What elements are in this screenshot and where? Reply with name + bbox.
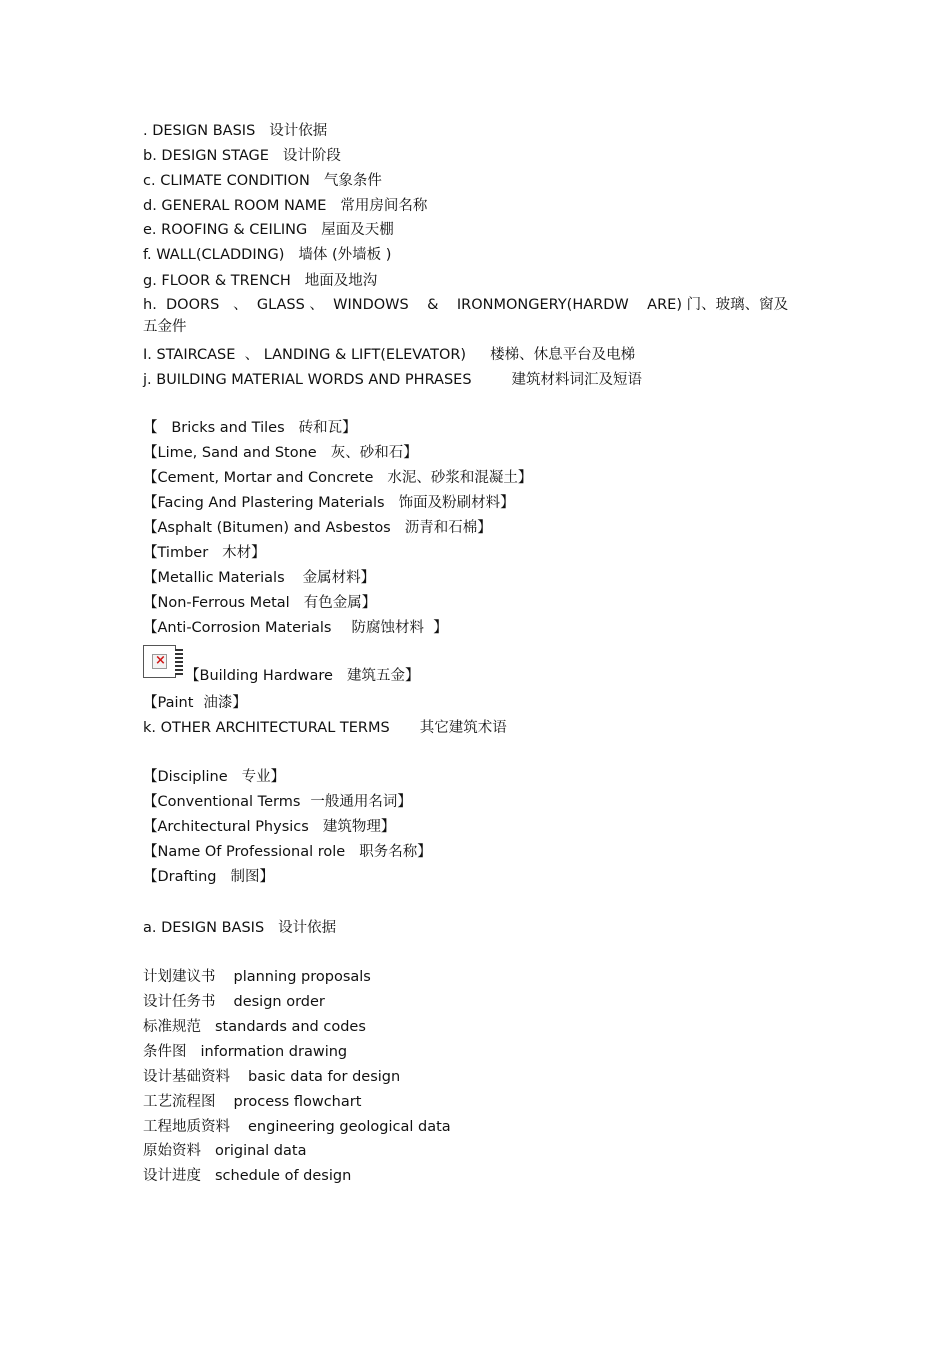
vocab-item: 计划建议书 planning proposals	[143, 969, 371, 985]
toc-item: d. GENERAL ROOM NAME 常用房间名称	[143, 198, 428, 214]
material-item: 【Facing And Plastering Materials 饰面及粉刷材料】	[143, 495, 515, 511]
section-heading: a. DESIGN BASIS 设计依据	[143, 920, 337, 936]
vocab-item: 设计基础资料 basic data for design	[143, 1069, 401, 1085]
material-item: 【Cement, Mortar and Concrete 水泥、砂浆和混凝土】	[143, 470, 533, 486]
material-item: 【Anti-Corrosion Materials 防腐蚀材料 】	[143, 620, 448, 636]
material-item: 【Metallic Materials 金属材料】	[143, 570, 376, 586]
toc-item: j. BUILDING MATERIAL WORDS AND PHRASES 建筑材料词汇及短语	[143, 372, 643, 388]
material-item: 【Building Hardware 建筑五金】	[185, 668, 420, 684]
material-item: 【 Bricks and Tiles 砖和瓦】	[143, 420, 357, 436]
broken-image-icon: ×	[143, 645, 183, 683]
material-item: 【Non-Ferrous Metal 有色金属】	[143, 595, 377, 611]
vocab-item: 工艺流程图 process flowchart	[143, 1094, 362, 1110]
toc-item: c. CLIMATE CONDITION 气象条件	[143, 173, 382, 189]
toc-item: e. ROOFING & CEILING 屋面及天棚	[143, 222, 394, 238]
term-category: 【Conventional Terms 一般通用名词】	[143, 794, 412, 810]
vocab-item: 原始资料 original data	[143, 1143, 307, 1159]
term-category: 【Architectural Physics 建筑物理】	[143, 819, 396, 835]
toc-item: b. DESIGN STAGE 设计阶段	[143, 148, 341, 164]
vocab-item: 设计进度 schedule of design	[143, 1168, 352, 1184]
toc-item: h. DOORS 、 GLASS 、 WINDOWS & IRONMONGERY(HARDW ARE) 门、玻璃、窗及五金件	[143, 297, 789, 335]
toc-item: g. FLOOR & TRENCH 地面及地沟	[143, 273, 378, 289]
vocab-item: 工程地质资料 engineering geological data	[143, 1119, 451, 1135]
toc-item: . DESIGN BASIS 设计依据	[143, 123, 328, 139]
material-item: 【Paint 油漆】	[143, 695, 247, 711]
vocab-item: 条件图 information drawing	[143, 1044, 348, 1060]
vocab-item: 标准规范 standards and codes	[143, 1019, 366, 1035]
material-item: 【Asphalt (Bitumen) and Asbestos 沥青和石棉】	[143, 520, 492, 536]
toc-item: I. STAIRCASE 、 LANDING & LIFT(ELEVATOR) 楼梯、休息平台及电梯	[143, 347, 636, 363]
toc-item: f. WALL(CLADDING) 墙体 (外墙板 )	[143, 247, 392, 263]
material-item: 【Lime, Sand and Stone 灰、砂和石】	[143, 445, 418, 461]
material-item: 【Timber 木材】	[143, 545, 266, 561]
section-heading: k. OTHER ARCHITECTURAL TERMS 其它建筑术语	[143, 720, 507, 736]
term-category: 【Discipline 专业】	[143, 769, 286, 785]
vocab-item: 设计任务书 design order	[143, 994, 325, 1010]
term-category: 【Drafting 制图】	[143, 869, 274, 885]
term-category: 【Name Of Professional role 职务名称】	[143, 844, 432, 860]
